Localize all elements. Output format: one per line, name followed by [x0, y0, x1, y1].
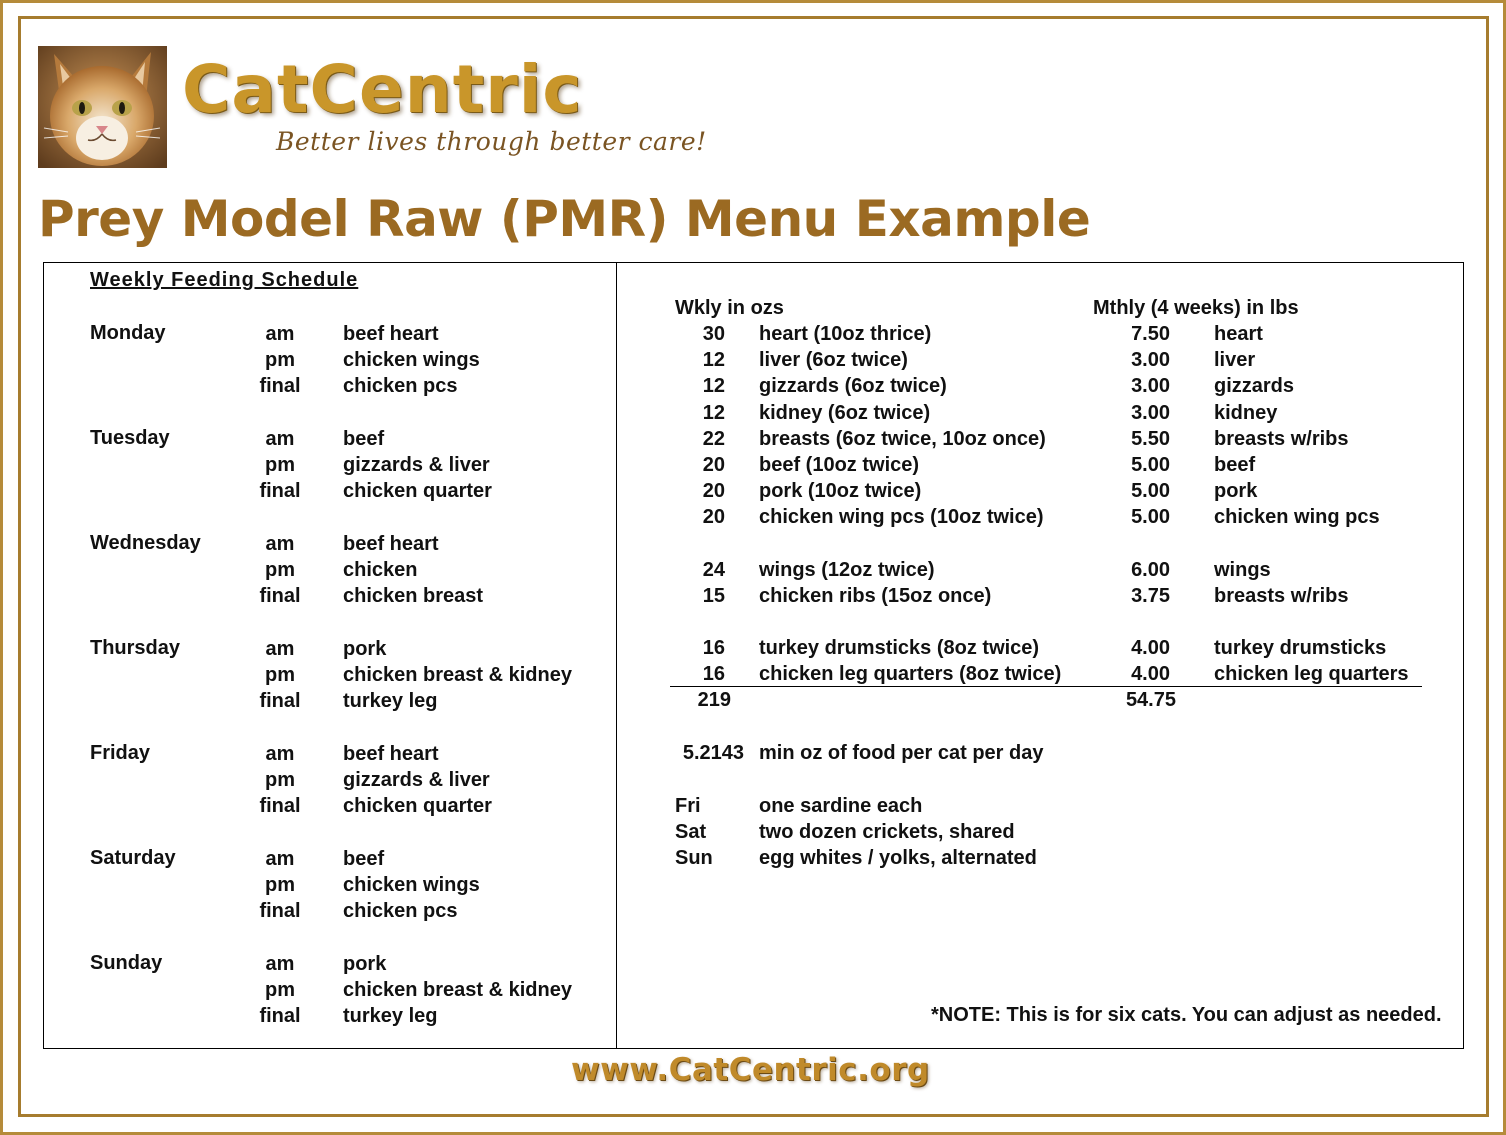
monthly-item: chicken leg quarters	[1214, 663, 1409, 686]
meal-time: final	[259, 480, 301, 503]
weekly-desc: liver (6oz twice)	[759, 349, 908, 372]
monthly-item: pork	[1214, 480, 1258, 503]
monthly-lbs: 5.00	[1131, 480, 1170, 503]
extra-day: Fri	[675, 795, 701, 817]
meal-food: chicken breast & kidney	[343, 664, 572, 687]
meal-food: pork	[343, 638, 387, 660]
extra-day: Sat	[675, 821, 707, 844]
weekly-desc: breasts (6oz twice, 10oz once)	[759, 427, 1046, 450]
monthly-lbs: 7.50	[1131, 323, 1170, 345]
meal-time: am	[265, 743, 295, 765]
meal-time: final	[259, 900, 301, 923]
meal-time: pm	[265, 349, 295, 372]
weekly-oz: 16	[702, 663, 725, 686]
meal-food: chicken	[343, 559, 418, 582]
meal-time: pm	[265, 454, 295, 477]
monthly-item: chicken wing pcs	[1214, 506, 1380, 529]
weekly-oz: 30	[702, 323, 725, 345]
total-oz: 219	[697, 689, 731, 711]
monthly-lbs: 3.00	[1131, 375, 1170, 398]
meal-time: pm	[265, 979, 295, 1002]
monthly-item: gizzards	[1214, 375, 1295, 398]
meal-food: gizzards & liver	[343, 454, 490, 477]
meal-food: beef heart	[343, 743, 439, 765]
weekly-oz: 20	[702, 454, 725, 476]
meal-time: am	[265, 638, 295, 660]
monthly-item: beef	[1214, 454, 1256, 476]
note: *NOTE: This is for six cats. You can adjust as needed.	[931, 1004, 1442, 1026]
extra-treat: one sardine each	[759, 795, 923, 817]
meal-food: chicken pcs	[343, 375, 458, 398]
meal-food: chicken quarter	[343, 480, 492, 503]
weekly-oz: 12	[702, 401, 725, 424]
day-label: Tuesday	[90, 427, 170, 449]
min-per-cat-value: 5.2143	[682, 742, 744, 764]
brand-logo: CatCentric	[182, 51, 583, 128]
weekly-desc: pork (10oz twice)	[759, 480, 922, 503]
monthly-lbs: 6.00	[1131, 559, 1170, 581]
weekly-oz: 16	[702, 637, 725, 659]
weekly-desc: chicken wing pcs (10oz twice)	[759, 506, 1044, 529]
meal-time: am	[265, 428, 295, 450]
weekly-desc: chicken ribs (15oz once)	[759, 585, 992, 608]
day-label: Sunday	[90, 952, 163, 974]
monthly-lbs: 3.00	[1131, 349, 1170, 372]
total-lbs: 54.75	[1125, 689, 1176, 711]
monthly-lbs: 4.00	[1131, 663, 1170, 686]
weekly-oz: 20	[702, 506, 725, 529]
meal-time: pm	[265, 769, 295, 792]
meal-food: chicken wings	[343, 874, 480, 897]
monthly-lbs: 5.50	[1131, 427, 1170, 450]
meal-time: final	[259, 585, 301, 608]
weekly-oz: 20	[702, 480, 725, 503]
meal-food: chicken pcs	[343, 900, 458, 923]
meal-food: pork	[343, 953, 387, 975]
meal-time: pm	[265, 664, 295, 687]
monthly-lbs: 3.00	[1131, 401, 1170, 424]
monthly-lbs: 4.00	[1131, 637, 1170, 659]
weekly-oz: 24	[702, 559, 725, 581]
day-label: Monday	[90, 322, 166, 344]
monthly-lbs: 5.00	[1131, 506, 1170, 529]
tagline: Better lives through better care!	[276, 127, 707, 156]
weekly-oz: 12	[702, 375, 725, 398]
day-label: Thursday	[90, 637, 181, 659]
meal-time: am	[265, 323, 295, 345]
meal-time: am	[265, 953, 295, 975]
monthly-lbs: 3.75	[1131, 585, 1170, 608]
monthly-lbs-header: Mthly (4 weeks) in lbs	[1093, 297, 1299, 319]
monthly-item: kidney	[1214, 401, 1278, 424]
meal-food: chicken quarter	[343, 795, 492, 818]
monthly-lbs: 5.00	[1131, 454, 1170, 476]
meal-time: pm	[265, 874, 295, 897]
weekly-desc: chicken leg quarters (8oz twice)	[759, 663, 1062, 686]
meal-time: final	[259, 795, 301, 818]
meal-time: final	[259, 1005, 301, 1028]
weekly-desc: gizzards (6oz twice)	[759, 375, 947, 398]
meal-food: turkey leg	[343, 690, 438, 713]
cat-photo-logo	[38, 46, 167, 168]
monthly-item: breasts w/ribs	[1214, 585, 1349, 608]
column-divider	[616, 263, 617, 1048]
monthly-item: turkey drumsticks	[1214, 637, 1387, 659]
weekly-oz: 12	[702, 349, 725, 372]
min-per-cat-label: min oz of food per cat per day	[759, 742, 1044, 764]
extra-treat: egg whites / yolks, alternated	[759, 847, 1037, 870]
schedule-heading: Weekly Feeding Schedule	[90, 269, 359, 291]
meal-time: am	[265, 533, 295, 555]
meal-food: chicken breast	[343, 585, 484, 608]
monthly-item: wings	[1214, 559, 1271, 581]
total-rule	[670, 686, 1422, 687]
weekly-desc: turkey drumsticks (8oz twice)	[759, 637, 1040, 659]
meal-food: beef heart	[343, 323, 439, 345]
monthly-item: liver	[1214, 349, 1256, 372]
day-label: Saturday	[90, 847, 176, 869]
footer-url[interactable]: www.CatCentric.org	[571, 1052, 930, 1088]
meal-food: beef	[343, 428, 385, 450]
meal-food: turkey leg	[343, 1005, 438, 1028]
weekly-desc: heart (10oz thrice)	[759, 323, 932, 345]
extra-treat: two dozen crickets, shared	[759, 821, 1015, 844]
weekly-desc: beef (10oz twice)	[759, 454, 920, 476]
day-label: Wednesday	[90, 532, 201, 554]
monthly-item: breasts w/ribs	[1214, 427, 1349, 450]
meal-food: beef heart	[343, 533, 439, 555]
meal-food: chicken wings	[343, 349, 480, 372]
meal-food: gizzards & liver	[343, 769, 490, 792]
meal-time: am	[265, 848, 295, 870]
page-title: Prey Model Raw (PMR) Menu Example	[38, 190, 1091, 248]
meal-food: chicken breast & kidney	[343, 979, 572, 1002]
monthly-item: heart	[1214, 323, 1263, 345]
weekly-oz: 22	[702, 427, 725, 450]
meal-time: final	[259, 690, 301, 713]
extra-day: Sun	[675, 847, 713, 870]
weekly-oz-header: Wkly in ozs	[675, 297, 784, 319]
meal-time: pm	[265, 559, 295, 582]
weekly-desc: kidney (6oz twice)	[759, 401, 931, 424]
weekly-oz: 15	[702, 585, 725, 608]
meal-food: beef	[343, 848, 385, 870]
weekly-desc: wings (12oz twice)	[759, 559, 935, 581]
day-label: Friday	[90, 742, 151, 764]
meal-time: final	[259, 375, 301, 398]
